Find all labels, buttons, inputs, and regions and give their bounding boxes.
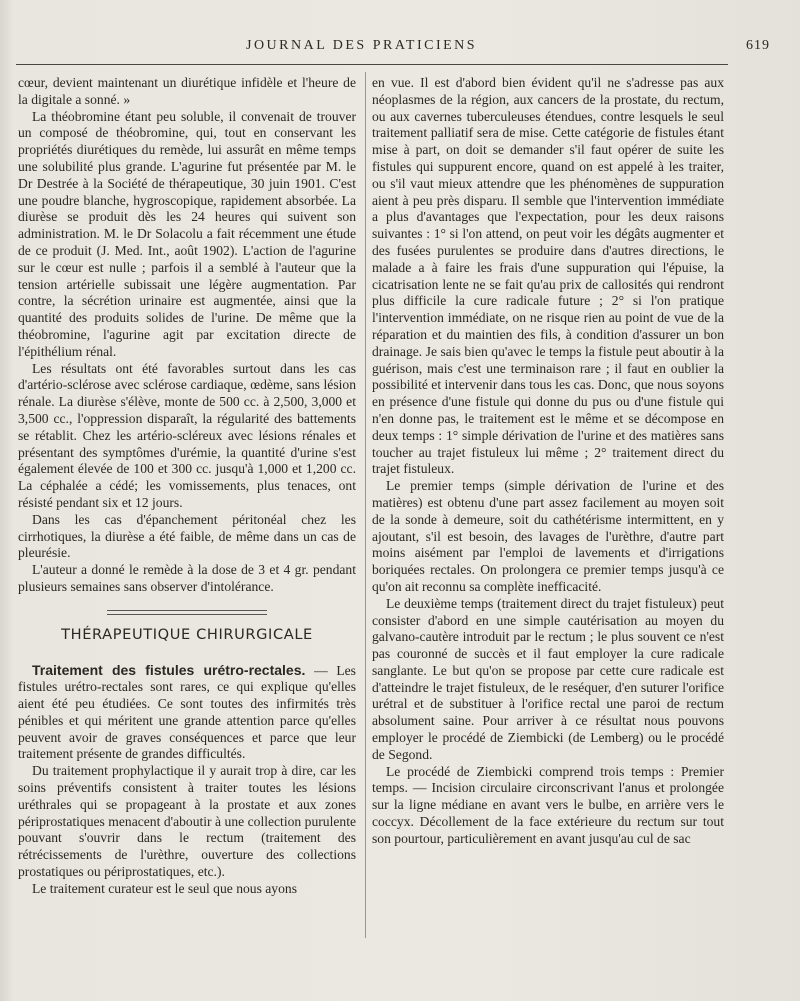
article-intro-paragraph xyxy=(18,662,356,764)
page-header xyxy=(0,38,800,62)
paragraph: cœur, devient maintenant un diurétique infidèle et l'heure de la digitale a sonné. » xyxy=(18,75,356,107)
paragraph: en vue. Il est d'abord bien évident qu'il ne s'adresse pas aux néoplasmes de la région, aux cancers de la prostate, du rectum, ou aux cavernes tuberculeuses étendues, contre lesquels le seul traitement palliatif sera de mise. Cette catégorie de fistules étant mise à part, on doit se demander s'il faut opérer de suite les fistules qui suppurent encore, quand on est appelé à les traiter, ou s'il vaut mieux attendre que les phénomènes de suppuration aient à peu près disparu. Il semble que l'intervention immédiate a plus d'avantages que l'expectation, pour les deux raisons suivantes : 1° si l'on attend, on peut voir les dégâts augmenter et des fusées purulentes se produire dans d'autres directions, le malade a à faire les frais d'une suppuration qui l'épuise, la cicatrisation lente ne se fait qu'au prix de callosités qui rendront plus difficile la cure radicale future ; 2° si l'on pratique l'intervention immédiate, on ne risque rien au point de vue de la réparation et du maintien des fils, à condition d'assurer un bon drainage. Je sais bien qu'avec le temps la fistule peut aboutir à la guérison, mais c'est une terminaison rare ; il faut en oublier la possibilité et intervenir dans tous les cas. Donc, que nous soyons en présence d'une fistule qui donne du pus ou d'une fistule qui n'en donne pas, le traitement est le même et se décompose en deux temps : 1° simple dérivation de l'urine et des matières sans toucher au trajet fistuleux lui même ; 2° traitement direct du trajet fistuleux. xyxy=(372,75,724,477)
section-heading-block xyxy=(18,610,356,644)
paragraph: Le procédé de Ziembicki comprend trois temps : Premier temps. — Incision circulaire circonscrivant l'anus et prolongée sur la ligne médiane en avant vers le bulbe, en arrière vers le coccyx. Décollement de la face extérieure du rectum sur tout son pourtour, particulièrement en avant jusqu'au cul de sac xyxy=(372,763,724,846)
section-divider xyxy=(107,610,267,615)
section-title: THÉRAPEUTIQUE CHIRURGICALE xyxy=(61,625,313,643)
article-title: Traitement des fistules urétro-rectales. xyxy=(32,661,306,678)
article-intro: — Les fistules urétro-rectales sont rares, ce qui explique qu'elles aient été peu étudiées. Ce sont toutes des infirmités très pénibles et qui méritent une grande attention parce qu'elles peuvent avoir de graves conséquences et parce que leur traitement présente de grandes difficultés. xyxy=(18,662,356,762)
page-number: 619 xyxy=(746,38,770,53)
journal-title: JOURNAL DES PRATICIENS xyxy=(246,38,478,53)
header-rule xyxy=(16,64,728,65)
paragraph: L'auteur a donné le remède à la dose de 3 et 4 gr. pendant plusieurs semaines sans observer d'intolérance. xyxy=(18,562,356,594)
left-column xyxy=(18,75,356,898)
column-divider xyxy=(365,72,366,938)
paragraph: La théobromine étant peu soluble, il convenait de trouver un composé de théobromine, qui, tout en conservant les propriétés diurétiques du remède, lui assurât en même temps une solubilité plus grande. L'agurine fut présentée par M. le Dr Destrée à la Société de thérapeutique, 30 juin 1901. C'est une poudre blanche, hygroscopique, rapidement absorbée. La diurèse se produit dès les 24 heures qui suivent son administration. M. le Dr Solacolu a fait récemment une étude de ce produit (J. Med. Int., août 1902). L'action de l'agurine sur le cœur est nulle ; parfois il a semblé à l'auteur que la tension artérielle subissait une légère augmentation. Par contre, la sécrétion urinaire est augmentée, ainsi que la quantité des produits solides de l'urine. De même que la théobromine, l'agurine agit par excitation directe de l'épithélium rénal. xyxy=(18,108,356,359)
paragraph: Le traitement curateur est le seul que nous ayons xyxy=(32,880,297,896)
right-column xyxy=(372,75,724,848)
paragraph: Les résultats ont été favorables surtout dans les cas d'artério-sclérose avec sclérose cardiaque, œdème, sans lésion rénale. La diurèse s'élève, monte de 500 cc. à 2,500, 3,000 et 3,500 cc., l'oppression disparaît, la régularité des battements se rétablit. Chez les artério-scléreux avec lésions rénales et présentant des symptômes d'urémie, la quantité d'urine s'est également élevée de 100 et 300 cc. jusqu'à 1,000 et 1,200 cc. La céphalée a cédé; les vomissements, plus tenaces, ont résisté pendant six et 12 jours. xyxy=(18,360,356,510)
paragraph: Le deuxième temps (traitement direct du trajet fistuleux) peut consister d'abord en une simple cautérisation au moyen du galvano-cautère introduit par le rectum ; le plus souvent ce n'est pas couronné de succès et il faut employer la cure radicale sanglante. Le but qu'on se propose par cette cure radicale est d'atteindre le trajet fistuleux, de le reséquer, d'en suturer l'orifice urétral et de substituer à l'orifice rectal une paroi de rectum absolument saine. Pour arriver à ce résultat nous pouvons employer le procédé de Ziembicki (de Lemberg) ou le procédé de Segond. xyxy=(372,595,724,762)
paragraph: Dans les cas d'épanchement péritonéal chez les cirrhotiques, la diurèse a été faible, de même dans un cas de pleurésie. xyxy=(18,511,356,561)
paragraph: Le premier temps (simple dérivation de l'urine et des matières) est obtenu d'une part assez facilement au moyen soit de la sonde à demeure, soit du cathétérisme intermittent, en y ajoutant, s'il est besoin, des lavages de l'urèthre, d'autre part moins aisément par l'emploi de lavements et d'irrigations boriquées rectales. On prolongera ce premier temps jusqu'à ce qu'on ait reconnu sa complète inefficacité. xyxy=(372,478,724,594)
paragraph: Du traitement prophylactique il y aurait trop à dire, car les soins préventifs consistent à traiter toutes les lésions uréthrales qui se propageant à la prostate et aux zones périprostatiques menacent d'aboutir à une collection purulente pouvant s'ouvrir dans le rectum (traitement des rétrécissements de l'urèthre, ouverture des collections prostatiques ou périprostatiques, etc.). xyxy=(18,763,356,880)
